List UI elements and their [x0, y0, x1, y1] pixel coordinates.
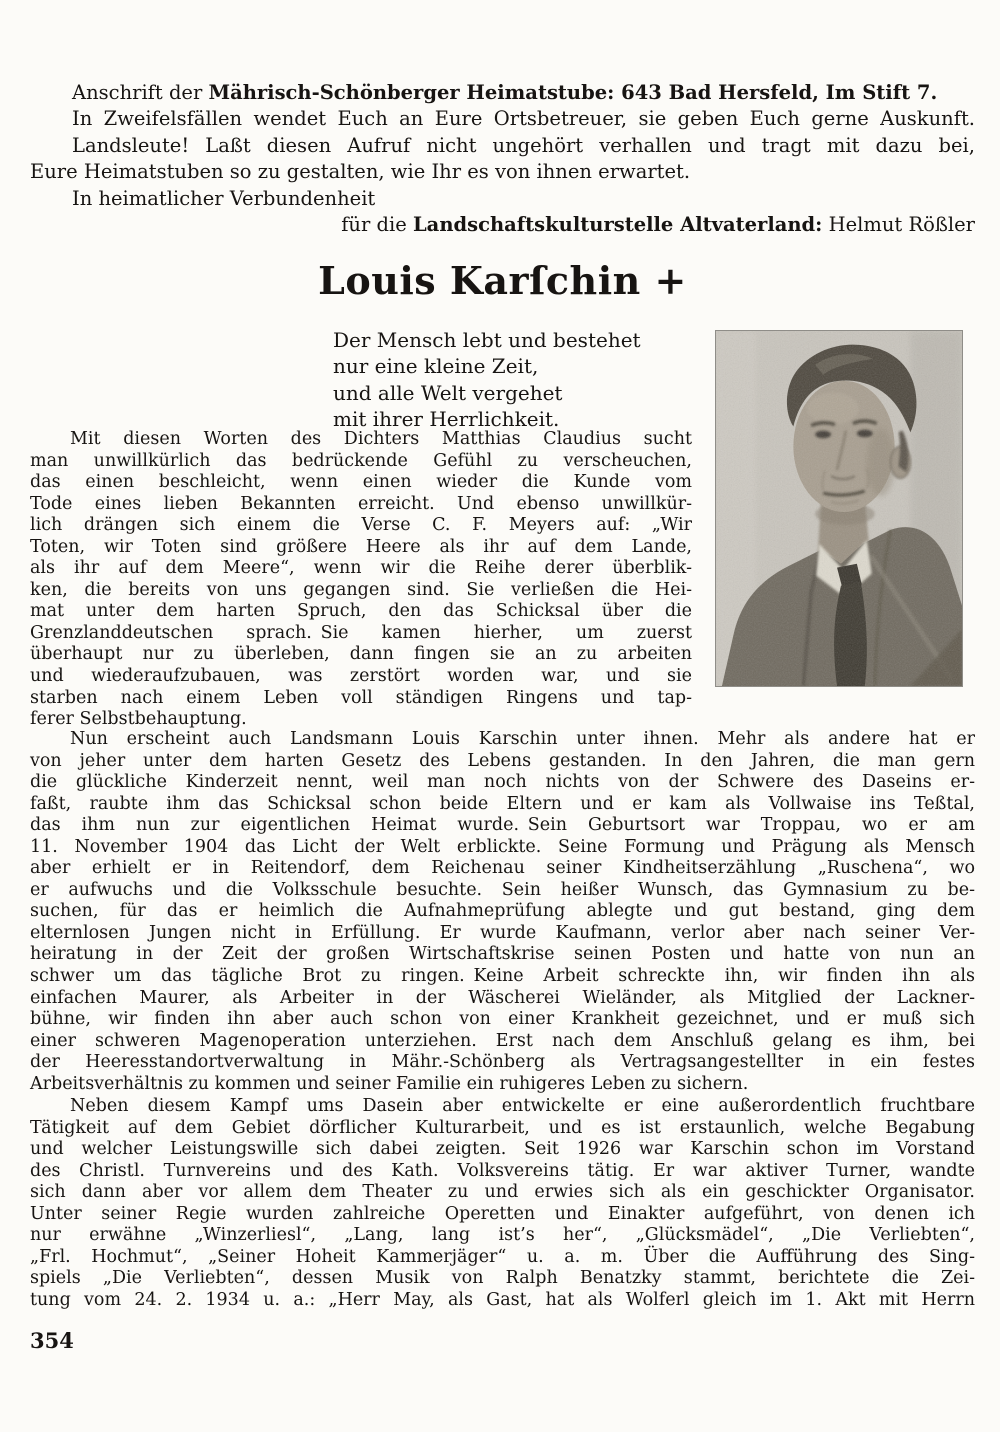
text-line: er aufwuchs und die Volksschule besuchte. Sein heißer Wunsch, das Gymnasium zu be- — [30, 879, 975, 900]
text-line: und welcher Leistungswille sich dabei zeigten. Seit 1926 war Karschin schon im Vorstand — [30, 1139, 975, 1160]
text-line: elternlosen Jungen nicht in Erfüllung. Er wurde Kaufmann, verlor aber nach seiner Ver- — [30, 922, 975, 943]
text-line: nur eine kleine Zeit, — [333, 354, 539, 379]
text-line: nur erwähne „Winzerliesl“, „Lang, lang ist’s her“, „Glücksmädel“, „Die Verliebten“, — [30, 1225, 975, 1246]
text-line: Tätigkeit auf dem Gebiet dörflicher Kulturarbeit, und es ist erstaunlich, welche Begabung — [30, 1117, 975, 1138]
signature-name: Helmut Rößler — [828, 213, 975, 237]
text-line: der Heeresstandortverwaltung in Mähr.-Schönberg als Vertragsangestellter in ein festes — [30, 1052, 975, 1073]
page-number: 354 — [30, 1328, 74, 1353]
text-line: spiels „Die Verliebten“, dessen Musik von Ralph Benatzky stammt, berichtete die Zei- — [30, 1268, 975, 1289]
text-line: heiratung in der Zeit der großen Wirtschaftskrise seinen Posten und hatte von nun an — [30, 944, 975, 965]
notice-address-line — [30, 80, 975, 106]
text-line: Toten, wir Toten sind größere Heere als ihr auf dem Lande, — [30, 536, 692, 557]
paragraph-2 — [30, 729, 975, 1095]
text-line: bühne, wir finden ihn aber auch schon von einer Krankheit gezeichnet, und er muß sich — [30, 1009, 975, 1030]
text-line: tung vom 24. 2. 1934 u. a.: „Herr May, als Gast, hat als Wolferl gleich im 1. Akt mit Herrn — [30, 1289, 975, 1310]
text-line: das ihm nun zur eigentlichen Heimat wurde. Sein Geburtsort war Troppau, wo er am — [30, 815, 975, 836]
text-line: Nun erscheint auch Landsmann Louis Karschin unter ihnen. Mehr als andere hat er — [70, 729, 975, 749]
notice-address-prefix: Anschrift der — [72, 81, 203, 104]
notice-line-5: In heimatlicher Verbundenheit — [72, 186, 376, 210]
text-line: überhaupt nur zu überleben, dann fingen sie an zu arbeiten — [30, 644, 692, 665]
text-line: „Frl. Hochmut“, „Seiner Hoheit Kammerjäger“ u. a. m. Über die Aufführung des Sing- — [30, 1246, 975, 1267]
text-line: suchen, für das er heimlich die Aufnahmeprüfung ablegte und gut bestand, ging dem — [30, 901, 975, 922]
paragraph-3 — [30, 1096, 975, 1311]
article-title: Louis Karſchin + — [318, 258, 687, 303]
paragraph-1 — [30, 429, 692, 731]
signature-organization: Landschaftskulturstelle Altvaterland: — [412, 213, 823, 237]
text-line: die glückliche Kinderzeit nennt, weil man noch nichts von der Schwere des Daseins er- — [30, 772, 975, 793]
signature-prefix: für die — [341, 213, 407, 237]
text-line: das einen beschleicht, wenn einen wieder die Kunde vom — [30, 472, 692, 493]
text-line: Der Mensch lebt und bestehet — [333, 328, 641, 352]
text-line: lich drängen sich einem die Verse C. F. Meyers auf: „Wir — [30, 515, 692, 536]
text-line: als ihr auf dem Meere“, wenn wir die Reihe derer überblik- — [30, 558, 692, 579]
text-line: 11. November 1904 das Licht der Welt erblickte. Seine Formung und Prägung als Mensch — [30, 836, 975, 857]
text-line: ferer Selbstbehauptung. — [30, 709, 247, 730]
text-line: Arbeitsverhältnis zu kommen und seiner Familie ein ruhigeres Leben zu sichern. — [30, 1073, 749, 1094]
portrait-photo — [715, 330, 963, 687]
text-line: man unwillkürlich das bedrückende Gefühl zu verscheuchen, — [30, 450, 692, 471]
text-line: des Christl. Turnvereins und des Kath. Volksvereins tätig. Er war aktiver Turner, wandte — [30, 1160, 975, 1181]
notice-line-3: Landsleute! Laßt diesen Aufruf nicht ungehört verhallen und tragt mit dazu bei, — [72, 133, 975, 157]
text-line: Grenzlanddeutschen sprach. Sie kamen hierher, um zuerst — [30, 622, 692, 643]
text-line: sich dann aber vor allem dem Theater zu und erwies sich als ein geschickter Organisator. — [30, 1182, 975, 1203]
text-line: einfachen Maurer, als Arbeiter in der Wäscherei Wieländer, als Mitglied der Lackner- — [30, 987, 975, 1008]
portrait-illustration — [716, 331, 962, 686]
notice-address-bold: Mährisch-Schönberger Heimatstube: 643 Bad Hersfeld, Im Stift 7. — [208, 81, 938, 104]
text-line: mit ihrer Herrlichkeit. — [333, 406, 560, 431]
notice-block — [30, 80, 975, 238]
text-line: aber erhielt er in Reitendorf, dem Reichenau seiner Kindheitserzählung „Ruschena“, wo — [30, 858, 975, 879]
text-line: Neben diesem Kampf ums Dasein aber entwickelte er eine außerordentlich fruchtbare — [70, 1096, 975, 1116]
text-line: und wiederaufzubauen, was zerstört worden war, und sie — [30, 666, 692, 687]
notice-signature-line — [30, 212, 975, 238]
text-line: Tode eines lieben Bekannten erreicht. Und ebenso unwillkür- — [30, 493, 692, 514]
text-line: einer schweren Magenoperation unterziehen. Erst nach dem Anschluß gelang es ihm, bei — [30, 1030, 975, 1051]
text-line: Mit diesen Worten des Dichters Matthias Claudius sucht — [70, 429, 692, 449]
text-line: faßt, raubte ihm das Schicksal schon beide Eltern und er kam als Vollwaise ins Teßtal, — [30, 793, 975, 814]
text-line: starben nach einem Leben voll ständigen Ringens und tap- — [30, 687, 692, 708]
epigraph-quote — [333, 327, 693, 432]
notice-line-4: Eure Heimatstuben so zu gestalten, wie Ihr es von ihnen erwartet. — [30, 160, 691, 184]
notice-line-2: In Zweifelsfällen wendet Euch an Eure Ortsbetreuer, sie geben Euch gerne Auskunft. — [72, 107, 975, 131]
text-line: schwer um das tägliche Brot zu ringen. Keine Arbeit schreckte ihn, wir finden ihn als — [30, 966, 975, 987]
text-line: ken, die bereits von uns gegangen sind. Sie verließen die Hei- — [30, 579, 692, 600]
text-line: Unter seiner Regie wurden zahlreiche Operetten und Einakter aufgeführt, von denen ich — [30, 1203, 975, 1224]
text-line: und alle Welt vergehet — [333, 380, 563, 405]
text-line: mat unter dem harten Spruch, den das Schicksal über die — [30, 601, 692, 622]
text-line: von jeher unter dem harten Gesetz des Lebens gestanden. In den Jahren, die man gern — [30, 750, 975, 771]
